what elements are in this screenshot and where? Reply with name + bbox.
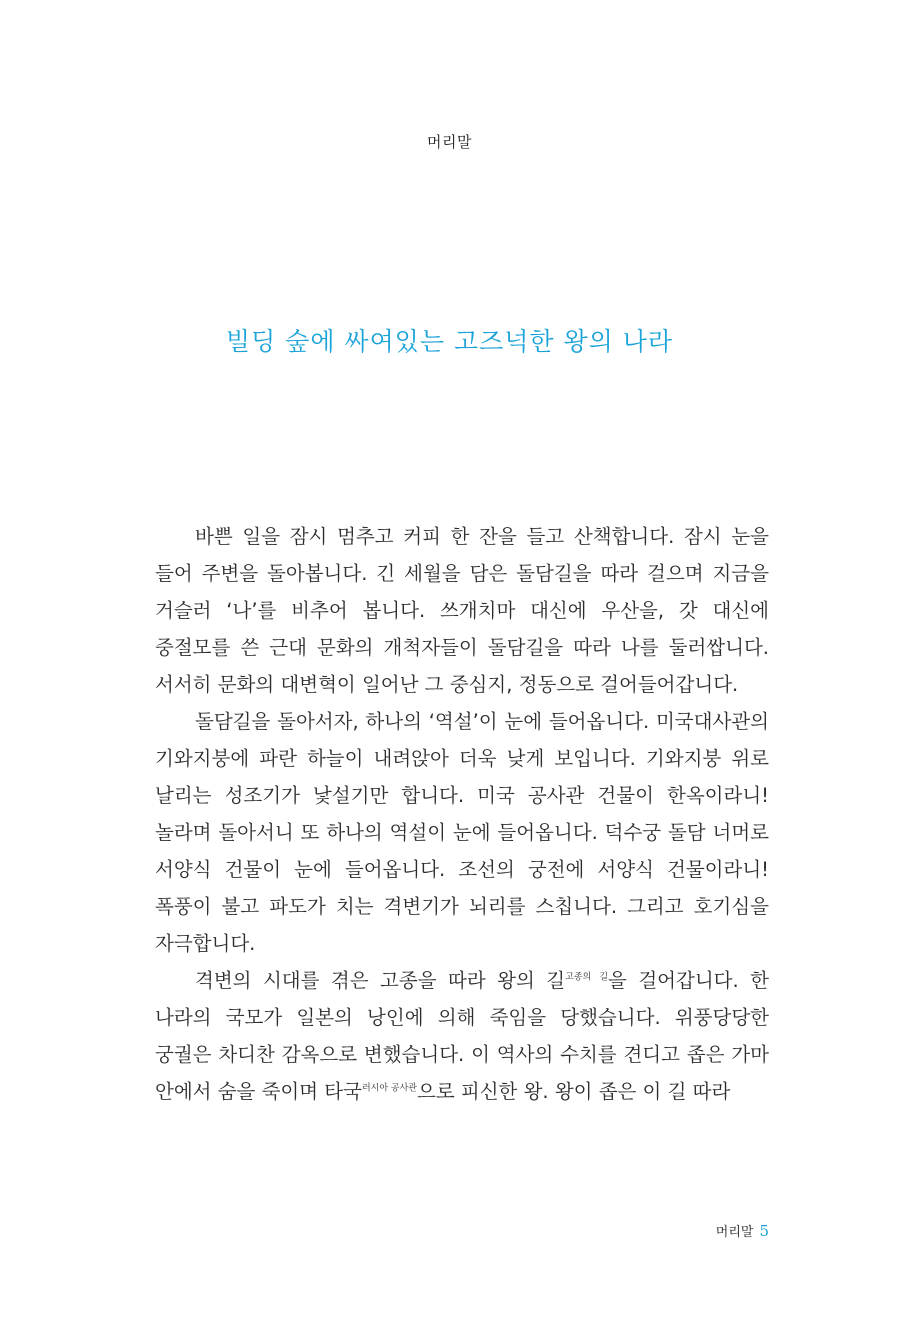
running-head: 머리말 [427, 133, 472, 151]
paragraph-3-part-c: 으로 피신한 왕. 왕이 좁은 이 길 따라 [417, 1080, 731, 1103]
paragraph-1: 바쁜 일을 잠시 멈추고 커피 한 잔을 들고 산책합니다. 잠시 눈을 들어 주변을 돌아봅니다. 긴 세월을 담은 돌담길을 따라 걸으며 지금을 거슬러 ‘나’를 비추어 봅니다. 쓰개치마 대신에 우산을, 갓 대신에 중절모를 쓴 근대 문화의 개척자들이 돌담길을 따라 나를 둘러쌉니다. 서서히 문화의 대변혁이 일어난 그 중심지, 정동으로 걸어들어갑니다. [155, 525, 769, 696]
inline-note-kings-road: 고종의 길 [565, 972, 609, 983]
paragraph-3-part-b: 을 걸어갑니다. 한 나라의 국모가 일본의 낭인에 의해 죽임을 당했습니다. 위풍당당한 궁궐은 차디찬 감옥으로 변했습니다. 이 역사의 수치를 견디고 좁은 가마 안에서 숨을 죽이며 타국 [155, 969, 769, 1103]
body-text [155, 518, 769, 1110]
paragraph-3-part-a: 격변의 시대를 겪은 고종을 따라 왕의 길 [195, 969, 566, 992]
page-number: 5 [759, 1222, 769, 1240]
inline-note-russian-legation: 러시아 공사관 [361, 1083, 417, 1094]
page-footer [716, 1221, 769, 1240]
paragraph-2: 돌담길을 돌아서자, 하나의 ‘역설’이 눈에 들어옵니다. 미국대사관의 기와지붕에 파란 하늘이 내려앉아 더욱 낮게 보입니다. 기와지붕 위로 날리는 성조기가 낯설기만 합니다. 미국 공사관 건물이 한옥이라니! 놀라며 돌아서니 또 하나의 역설이 눈에 들어옵니다. 덕수궁 돌담 너머로 서양식 건물이 눈에 들어옵니다. 조선의 궁전에 서양식 건물이라니! 폭풍이 불고 파도가 치는 격변기가 뇌리를 스칩니다. 그리고 호기심을 자극합니다. [155, 710, 769, 955]
paragraph-3 [155, 962, 769, 1110]
footer-section-label: 머리말 [715, 1225, 754, 1240]
chapter-title: 빌딩 숲에 싸여있는 고즈넉한 왕의 나라 [225, 327, 674, 356]
